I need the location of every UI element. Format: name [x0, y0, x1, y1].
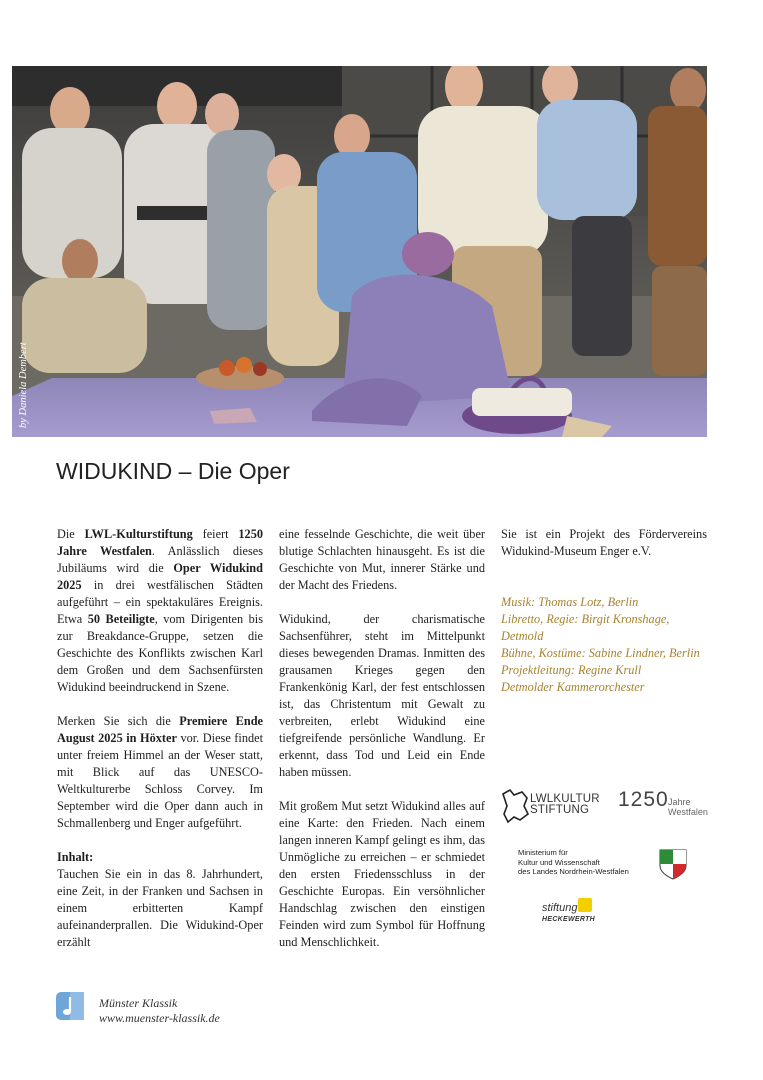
text-run: , vom Dirigenten bis zur Breakdance-Gruppe, setzen die Geschichte des Konflikts zwischen Karl dem Großen und dem Sachsenfürsten Widukind beeindruckend in Szene.: [57, 612, 263, 694]
opera-photo: [12, 66, 707, 437]
ministry-line-1: Ministerium für: [518, 848, 568, 857]
text-run: vor. Diese findet unter freiem Himmel an der Weser statt, mit Blick auf das UNESCO-Weltkulturerbe Schloss Corvey. Im September wird die Oper dann auch in Schmallenberg und Enger aufgeführt.: [57, 731, 263, 830]
ministry-line-2: Kultur und Wissenschaft: [518, 857, 600, 867]
anniversary-text: [668, 797, 708, 817]
bold-run: Premiere Ende August 2025 in Höxter: [57, 714, 263, 745]
stiftung-square-icon: [578, 898, 592, 912]
anniversary-number: 1250: [618, 788, 669, 811]
text-run: Merken Sie sich die: [57, 714, 180, 728]
stiftung-line-2: HECKEWERTH: [542, 916, 596, 923]
nrw-crest-icon: [658, 848, 688, 880]
story-paragraph-3: Mit großem Mut setzt Widukind alles auf eine Karte: den Frieden. Nach einem langen inneren Kampf gelingt es ihm, das Unmögliche zu erreichen – er schmiedet den ersten Friedensschluss in der Geschichte Europas. Ein versöhnlicher Handschlag zwischen den einstigen Feinden wird zum Symbol für Hoffnung und Menschlichkeit.: [279, 799, 485, 949]
credit-line: Detmolder Kammerorchester: [501, 680, 645, 694]
bold-run: 1250 Jahre Westfalen: [57, 527, 263, 558]
premiere-paragraph: [57, 713, 263, 832]
content-heading: Inhalt:: [57, 850, 94, 864]
text-run: Tauchen Sie ein in das 8. Jahrhundert, eine Zeit, in der Franken und Sachsen in einem erbitterten Kampf aufeinanderprallen. Die Widukind-Oper erzählt: [57, 867, 263, 949]
lwl-logo-line-1: LWLKULTUR: [530, 793, 600, 805]
photo-credit: by Daniela Dembert: [18, 342, 29, 428]
production-credits: [501, 594, 707, 696]
content-paragraph: [57, 849, 263, 951]
ministry-logo: [518, 848, 708, 882]
story-paragraph-2: Widukind, der charismatische Sachsenführer, steht im Mittelpunkt dieses bewegenden Dramas. Inmitten des grausamen Krieges gegen den Frankenkönig Karl, der fest entschlossen ist, das Christentum mit Gewalt zu verbreiten, erlebt Widukind eine tiefgreifende persönliche Wandlung. Er erkennt, dass Tod und Leid ein Ende haben müssen.: [279, 612, 485, 779]
opera-scene-illustration: [12, 66, 707, 437]
publisher-website[interactable]: www.muenster-klassik.de: [99, 1011, 220, 1025]
bold-run: 50 Beteiligte: [87, 612, 155, 626]
article-column-2: [279, 526, 485, 968]
lwl-logo-text: [530, 794, 600, 816]
anniversary-line-2: Westfalen: [668, 807, 708, 817]
credit-line: Projektleitung: Regine Krull: [501, 663, 642, 677]
article-title: WIDUKIND – Die Oper: [56, 458, 290, 484]
lwl-logo-line-2: STIFTUNG: [530, 804, 590, 816]
bold-run: LWL-Kulturstiftung: [84, 527, 193, 541]
sponsor-logos: [500, 780, 715, 930]
ministry-text: [518, 848, 629, 877]
project-paragraph: Sie ist ein Projekt des Fördervereins Widukind-Museum Enger e.V.: [501, 527, 707, 558]
article-column-3: [501, 526, 707, 696]
westfalen-map-icon: [500, 786, 530, 826]
bold-run: Oper Widukind 2025: [57, 561, 263, 592]
stiftung-line-1: stiftung: [542, 902, 578, 914]
1250-jahre-westfalen-logo: [616, 780, 716, 824]
footer-text: [99, 996, 220, 1026]
text-run: Die: [57, 527, 85, 541]
anniversary-line-1: Jahre: [668, 797, 691, 807]
credit-line: Musik: Thomas Lotz, Berlin: [501, 595, 639, 609]
article-column-1: [57, 526, 263, 968]
credit-line: Libretto, Regie: Birgit Kronshage, Detmold: [501, 612, 670, 643]
intro-paragraph: [57, 526, 263, 696]
ministry-line-3: des Landes Nordrhein-Westfalen: [518, 867, 629, 876]
text-run: . Anlässlich dieses Jubiläums wird die: [57, 544, 263, 575]
story-paragraph-1: eine fesselnde Geschichte, die weit über blutige Schlachten hinausgeht. Es ist die Geschichte von Mut, innerer Stärke und der Macht des Friedens.: [279, 527, 485, 592]
stiftung-heckewerth-logo: [540, 898, 610, 930]
text-run: in drei westfälischen Städten aufgeführt – ein spektakuläres Ereignis. Etwa: [57, 578, 263, 626]
lwl-kulturstiftung-logo: [500, 782, 598, 826]
publisher-name: Münster Klassik: [99, 996, 178, 1010]
credit-line: Bühne, Kostüme: Sabine Lindner, Berlin: [501, 646, 700, 660]
text-run: feiert: [192, 527, 239, 541]
muenster-klassik-logo-icon: [56, 992, 84, 1020]
